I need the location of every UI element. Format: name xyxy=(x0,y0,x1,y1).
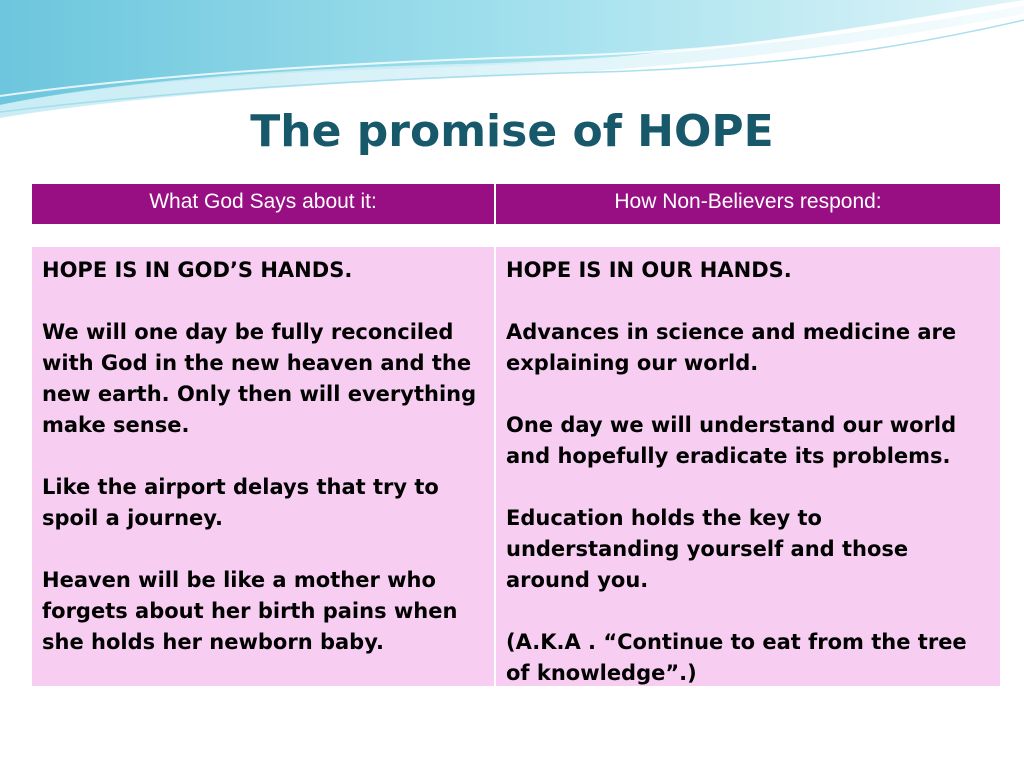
non-believers-paragraph: One day we will understand our world and hopefully eradicate its problems. xyxy=(506,413,957,468)
non-believers-paragraph: HOPE IS IN OUR HANDS. xyxy=(506,258,792,282)
header-non-believers: How Non-Believers respond: xyxy=(614,190,882,213)
god-says-paragraph: HOPE IS IN GOD’S HANDS. xyxy=(42,258,353,282)
non-believers-paragraph: Advances in science and medicine are explaining our world. xyxy=(506,320,957,375)
god-says-paragraph: Like the airport delays that try to spoil a journey. xyxy=(42,475,439,530)
table-body-row xyxy=(32,247,1000,686)
non-believers-paragraph: Education holds the key to understanding yourself and those around you. xyxy=(506,506,909,592)
god-says-column xyxy=(32,247,496,686)
table-header-row xyxy=(32,184,1000,224)
non-believers-column xyxy=(496,247,1000,686)
slide-title: The promise of HOPE xyxy=(250,106,774,157)
god-says-paragraph: Heaven will be like a mother who forgets about her birth pains when she holds her newborn baby. xyxy=(42,568,458,654)
header-god-says: What God Says about it: xyxy=(32,184,496,224)
non-believers-paragraph: (A.K.A . “Continue to eat from the tree of knowledge”.) xyxy=(506,630,967,685)
god-says-paragraph: We will one day be fully reconciled with God in the new heaven and the new earth. Only then will everything make sense. xyxy=(42,320,477,437)
